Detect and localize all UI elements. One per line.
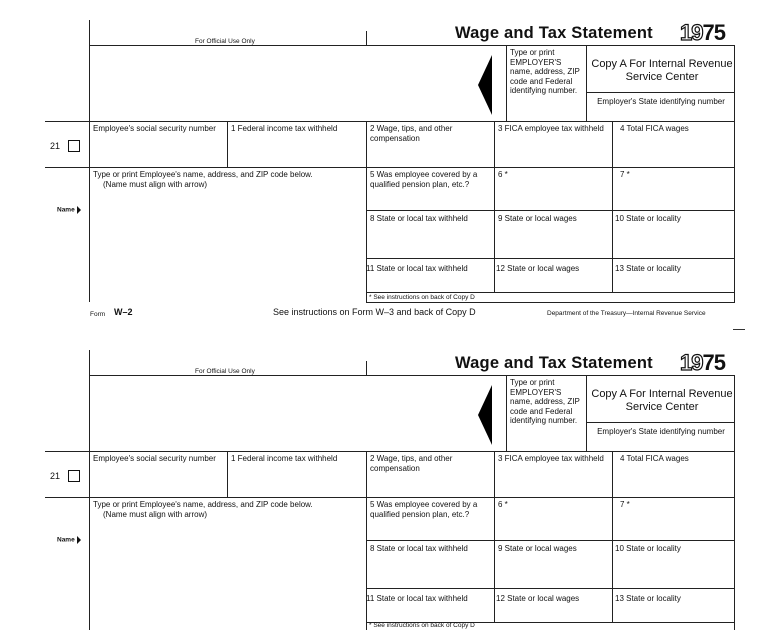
employer-arrow-icon: [478, 55, 492, 115]
box-2-label: 2 Wage, tips, and other compensation: [370, 454, 453, 473]
box-ssn-label: Employee's social security number: [93, 124, 216, 133]
tax-year: 1975: [680, 350, 725, 375]
box-3-label: 3 FICA employee tax withheld: [498, 124, 604, 133]
box-7-label: 7 *: [620, 170, 630, 179]
box-4-label: 4 Total FICA wages: [620, 124, 689, 133]
employee-name-note: (Name must align with arrow): [103, 510, 208, 519]
state-id-label: Employer's State identifying number: [597, 427, 725, 436]
box-2-label: 2 Wage, tips, and other compensation: [370, 124, 453, 143]
box-12-label: 12 State or local wages: [496, 594, 580, 603]
employee-name-label: Type or print Employee's name, address, and ZIP code below.: [93, 500, 313, 509]
void-checkbox[interactable]: [68, 140, 80, 152]
form-word: Form: [90, 311, 106, 318]
footnote: * See instructions on back of Copy D: [369, 294, 475, 301]
form-title: Wage and Tax Statement: [455, 354, 653, 372]
tax-year: 1975: [680, 20, 725, 45]
box-1-label: 1 Federal income tax withheld: [231, 454, 338, 463]
employer-arrow-icon: [478, 385, 492, 445]
box-8-label: 8 State or local tax withheld: [370, 544, 468, 553]
row-number: 21: [50, 141, 61, 151]
official-use-label: For Official Use Only: [195, 38, 255, 45]
form-title: Wage and Tax Statement: [455, 24, 653, 42]
box-7-label: 7 *: [620, 500, 630, 509]
footnote: * See instructions on back of Copy D: [369, 622, 475, 629]
box-1-label: 1 Federal income tax withheld: [231, 124, 338, 133]
name-marker: Name: [57, 536, 81, 545]
form-number: W–2: [114, 307, 133, 317]
box-9-label: 9 State or local wages: [498, 544, 577, 553]
box-3-label: 3 FICA employee tax withheld: [498, 454, 604, 463]
box-13-label: 13 State or locality: [615, 594, 681, 603]
box-6-label: 6 *: [498, 170, 508, 179]
box-8-label: 8 State or local tax withheld: [370, 214, 468, 223]
box-5-label: 5 Was employee covered by a qualified pension plan, etc.?: [370, 500, 478, 519]
name-arrow-icon: [77, 536, 81, 544]
instructions-text: See instructions on Form W–3 and back of Copy D: [273, 307, 476, 317]
box-4-label: 4 Total FICA wages: [620, 454, 689, 463]
void-checkbox[interactable]: [68, 470, 80, 482]
box-10-label: 10 State or locality: [615, 214, 681, 223]
name-arrow-icon: [77, 206, 81, 214]
box-13-label: 13 State or locality: [615, 264, 681, 273]
state-id-label: Employer's State identifying number: [597, 97, 725, 106]
box-12-label: 12 State or local wages: [496, 264, 580, 273]
copy-a-label: Copy A For Internal Revenue Service Center: [591, 388, 733, 413]
department-text: Department of the Treasury—Internal Revenue Service: [547, 310, 706, 317]
box-6-label: 6 *: [498, 500, 508, 509]
box-10-label: 10 State or locality: [615, 544, 681, 553]
official-use-label: For Official Use Only: [195, 368, 255, 375]
box-9-label: 9 State or local wages: [498, 214, 577, 223]
employer-instructions: Type or print EMPLOYER'S name, address, ZIP code and Federal identifying number.: [510, 378, 580, 425]
copy-a-label: Copy A For Internal Revenue Service Center: [591, 58, 733, 83]
name-marker: Name: [57, 206, 81, 215]
employee-name-label: Type or print Employee's name, address, and ZIP code below.: [93, 170, 313, 179]
employer-instructions: Type or print EMPLOYER'S name, address, ZIP code and Federal identifying number.: [510, 48, 580, 95]
box-5-label: 5 Was employee covered by a qualified pension plan, etc.?: [370, 170, 478, 189]
box-11-label: 11 State or local tax withheld: [366, 264, 468, 273]
box-11-label: 11 State or local tax withheld: [366, 594, 468, 603]
w2-form-2: [0, 330, 770, 630]
employee-name-note: (Name must align with arrow): [103, 180, 208, 189]
row-number: 21: [50, 471, 61, 481]
box-ssn-label: Employee's social security number: [93, 454, 216, 463]
